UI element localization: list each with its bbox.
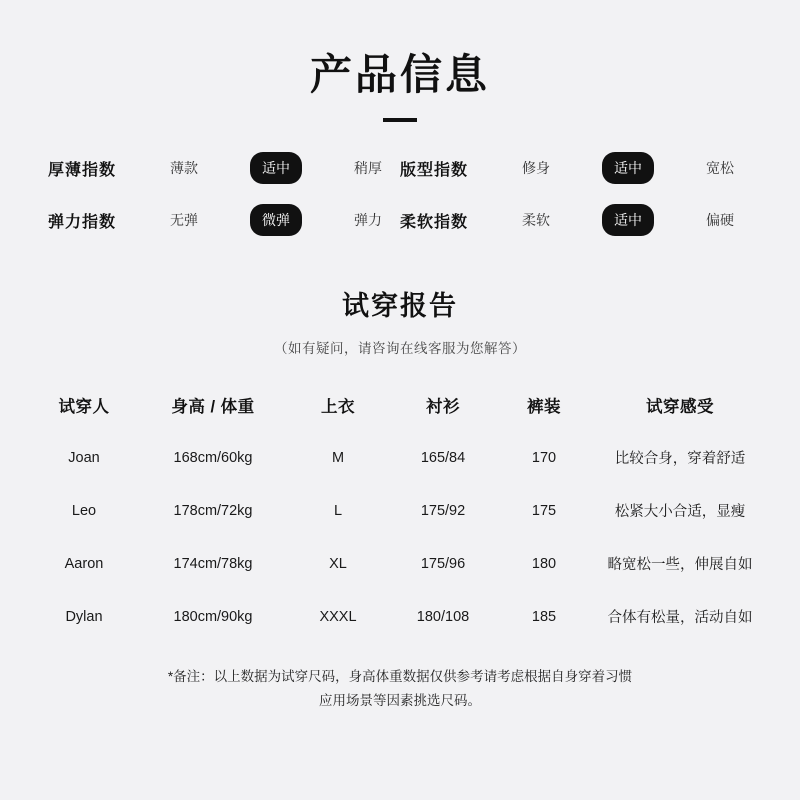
- index-option-selected[interactable]: 适中: [602, 152, 654, 184]
- cell-feedback: 略宽松一些，伸展自如: [607, 557, 753, 574]
- cell-height-weight: 180cm/90kg: [173, 608, 253, 625]
- index-row-softness: [400, 204, 752, 236]
- index-options: [504, 152, 752, 184]
- cell-shirt: 180/108: [416, 608, 470, 625]
- table-row: [30, 537, 770, 590]
- index-options: [504, 204, 752, 236]
- column-header-height-weight: 身高 / 体重: [171, 398, 255, 417]
- cell-height-weight: 178cm/72kg: [173, 502, 253, 519]
- column-header-person: 试穿人: [58, 398, 110, 417]
- column-header-shirt: 衬衫: [426, 398, 460, 417]
- table-row: [30, 590, 770, 643]
- cell-pants: 175: [531, 502, 557, 519]
- footnote: [0, 665, 800, 712]
- index-label: 柔软指数: [400, 213, 469, 231]
- index-option-selected[interactable]: 适中: [250, 152, 302, 184]
- cell-pants: 170: [531, 449, 557, 466]
- footnote-line-1: *备注：以上数据为试穿尺码，身高体重数据仅供参考请考虑根据自身穿着习惯: [167, 669, 633, 685]
- cell-feedback: 合体有松量，活动自如: [607, 610, 753, 627]
- index-option[interactable]: 稍厚: [354, 160, 382, 177]
- index-row-fit: [400, 152, 752, 184]
- cell-top: XL: [329, 555, 347, 572]
- index-option[interactable]: 薄款: [170, 160, 198, 177]
- cell-height-weight: 174cm/78kg: [173, 555, 253, 572]
- cell-pants: 180: [531, 555, 557, 572]
- cell-top: XXXL: [319, 608, 357, 625]
- cell-person: Leo: [71, 502, 97, 519]
- index-row-elasticity: [48, 204, 400, 236]
- index-label: 厚薄指数: [48, 161, 117, 179]
- cell-feedback: 松紧大小合适，显瘦: [614, 504, 746, 521]
- cell-feedback: 比较合身，穿着舒适: [614, 451, 746, 468]
- table-header-row: [30, 383, 770, 431]
- index-option[interactable]: 无弹: [170, 212, 198, 229]
- cell-top: L: [333, 502, 343, 519]
- index-option[interactable]: 修身: [522, 160, 550, 177]
- cell-height-weight: 168cm/60kg: [173, 449, 253, 466]
- index-row-thickness: [48, 152, 400, 184]
- fitting-report-table: [30, 383, 770, 643]
- index-option[interactable]: 弹力: [354, 212, 382, 229]
- cell-person: Joan: [68, 449, 100, 466]
- index-grid: [0, 152, 800, 236]
- index-option[interactable]: 柔软: [522, 212, 550, 229]
- index-option-selected[interactable]: 适中: [602, 204, 654, 236]
- cell-shirt: 175/92: [420, 502, 466, 519]
- cell-top: M: [331, 449, 345, 466]
- cell-shirt: 175/96: [420, 555, 466, 572]
- column-header-pants: 裤装: [527, 398, 561, 417]
- index-option-selected[interactable]: 微弹: [250, 204, 302, 236]
- cell-person: Dylan: [65, 608, 103, 625]
- index-option[interactable]: 偏硬: [706, 212, 734, 229]
- report-title: 试穿报告: [342, 291, 458, 322]
- report-subtitle: （如有疑问，请咨询在线客服为您解答）: [274, 341, 526, 357]
- cell-shirt: 165/84: [420, 449, 466, 466]
- index-option[interactable]: 宽松: [706, 160, 734, 177]
- table-row: [30, 484, 770, 537]
- index-label: 版型指数: [400, 161, 469, 179]
- cell-pants: 185: [531, 608, 557, 625]
- index-label: 弹力指数: [48, 213, 117, 231]
- title-divider: [383, 118, 417, 122]
- column-header-top: 上衣: [321, 398, 355, 417]
- table-row: [30, 431, 770, 484]
- cell-person: Aaron: [64, 555, 104, 572]
- footnote-line-2: 应用场景等因素挑选尺码。: [319, 693, 481, 709]
- index-options: [152, 204, 400, 236]
- page-title: 产品信息: [309, 51, 490, 98]
- column-header-feedback: 试穿感受: [646, 398, 714, 417]
- index-options: [152, 152, 400, 184]
